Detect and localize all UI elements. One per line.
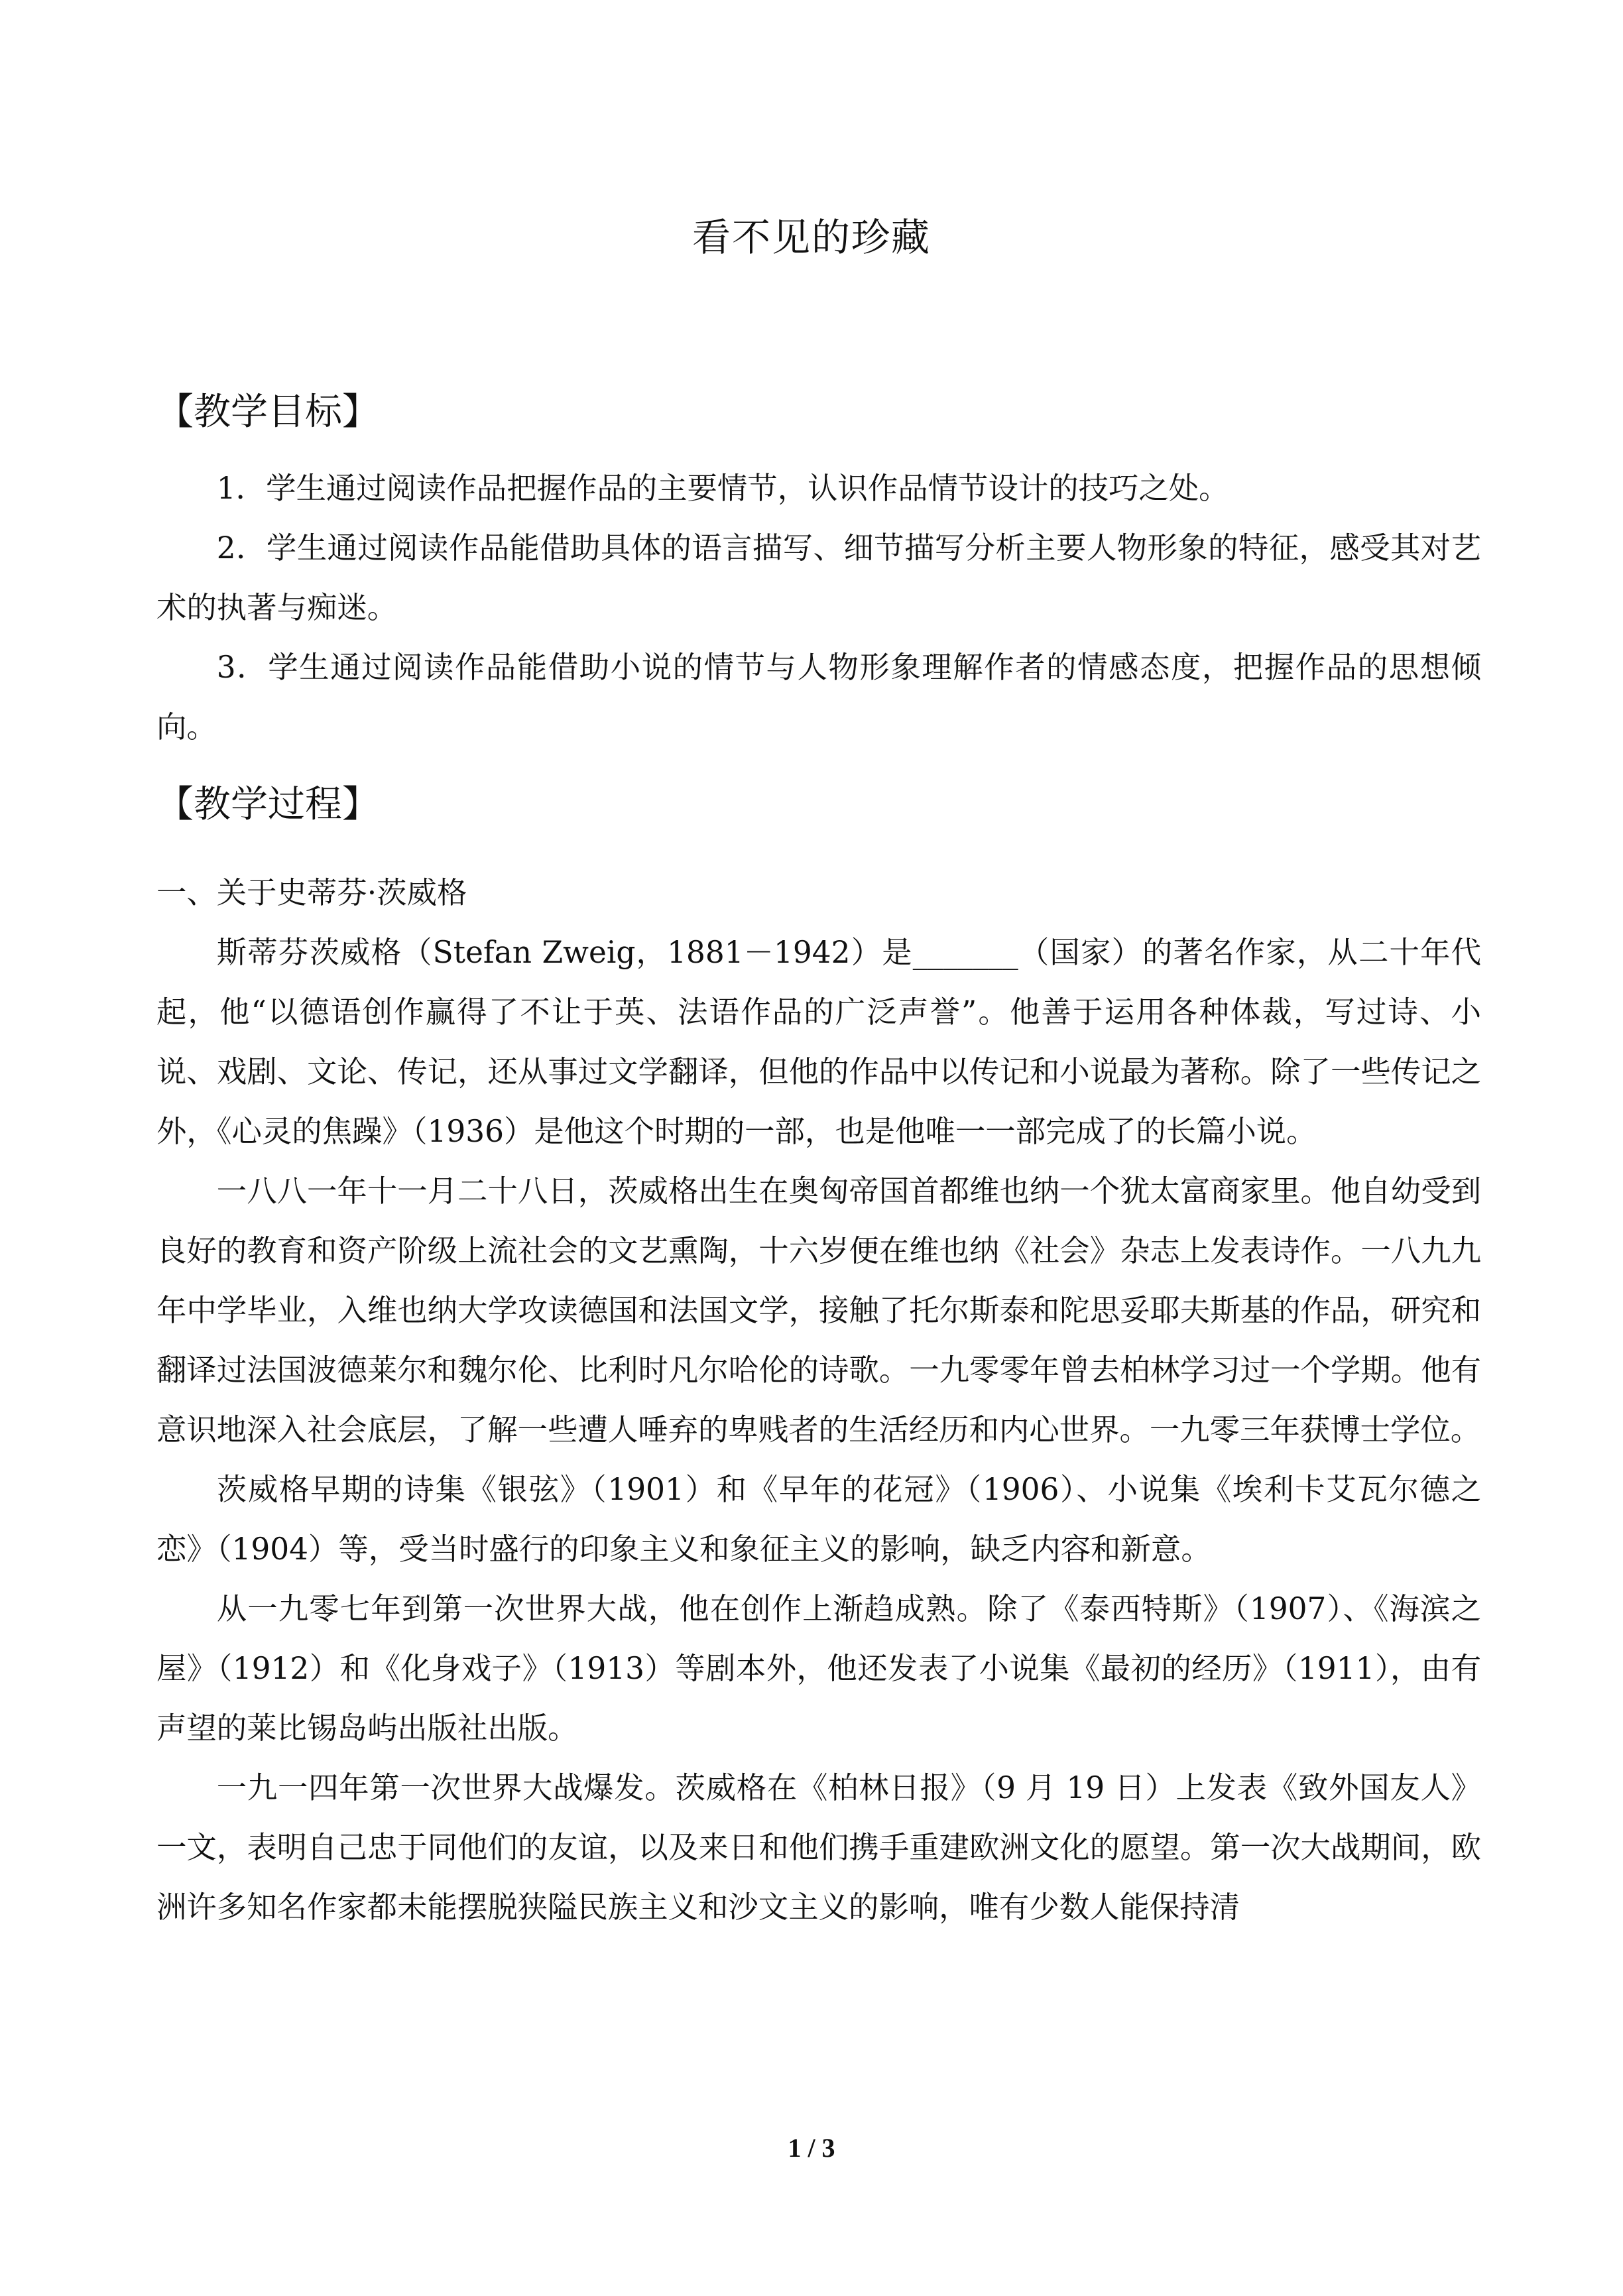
teaching-process-heading: 【教学过程】 [156, 783, 379, 826]
part-one-heading: 一、关于史蒂芬·茨威格 [156, 875, 467, 910]
goal-item: 2．学生通过阅读作品能借助具体的语言描写、细节描写分析主要人物形象的特征，感受其对艺术的执著与痴迷。 [156, 530, 1481, 625]
goal-item: 1．学生通过阅读作品把握作品的主要情节，认识作品情节设计的技巧之处。 [216, 471, 1229, 506]
teaching-goals-heading: 【教学目标】 [156, 391, 379, 434]
biography-paragraph: 茨威格早期的诗集《银弦》（1901）和《早年的花冠》（1906）、小说集《埃利卡艾瓦尔德之恋》（1904）等，受当时盛行的印象主义和象征主义的影响，缺乏内容和新意。 [156, 1472, 1481, 1567]
goal-item: 3．学生通过阅读作品能借助小说的情节与人物形象理解作者的情感态度，把握作品的思想倾向。 [156, 650, 1481, 745]
biography-paragraph: 一八八一年十一月二十八日，茨威格出生在奥匈帝国首都维也纳一个犹太富商家里。他自幼受到良好的教育和资产阶级上流社会的文艺熏陶，十六岁便在维也纳《社会》杂志上发表诗作。一八九九年中学毕业，入维也纳大学攻读德国和法国文学，接触了托尔斯泰和陀思妥耶夫斯基的作品，研究和翻译过法国波德莱尔和魏尔伦、比利时凡尔哈伦的诗歌。一九零零年曾去柏林学习过一个学期。他有意识地深入社会底层，了解一些遭人唾弃的卑贱者的生活经历和内心世界。一九零三年获博士学位。 [156, 1174, 1481, 1447]
page-number: 1 / 3 [788, 2133, 835, 2163]
teaching-goals-list [156, 459, 1481, 757]
biography-paragraph: 斯蒂芬茨威格（Stefan Zweig，1881－1942）是_______（国家）的著名作家，从二十年代起，他“以德语创作赢得了不让于英、法语作品的广泛声誉”。他善于运用各种体裁，写过诗、小说、戏剧、文论、传记，还从事过文学翻译，但他的作品中以传记和小说最为著称。除了一些传记之外，《心灵的焦躁》（1936）是他这个时期的一部，也是他唯一一部完成了的长篇小说。 [156, 935, 1481, 1149]
author-biography [156, 923, 1481, 1937]
biography-paragraph: 从一九零七年到第一次世界大战，他在创作上渐趋成熟。除了《泰西特斯》（1907）、《海滨之屋》（1912）和《化身戏子》（1913）等剧本外，他还发表了小说集《最初的经历》（1911），由有声望的莱比锡岛屿出版社出版。 [156, 1591, 1481, 1746]
document-body [156, 379, 1481, 1937]
document-title: 看不见的珍藏 [691, 215, 931, 260]
biography-paragraph: 一九一四年第一次世界大战爆发。茨威格在《柏林日报》（9 月 19 日）上发表《致外国友人》一文，表明自己忠于同他们的友谊，以及来日和他们携手重建欧洲文化的愿望。第一次大战期间，欧洲许多知名作家都未能摆脱狭隘民族主义和沙文主义的影响，唯有少数人能保持清 [156, 1770, 1481, 1925]
